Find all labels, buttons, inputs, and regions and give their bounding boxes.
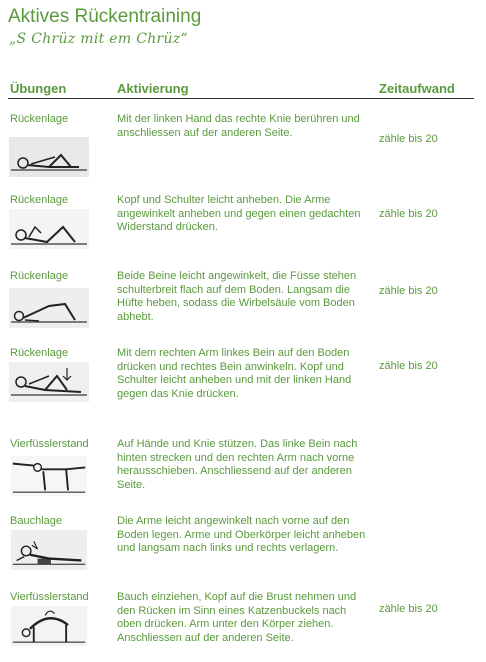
column-header-exercises: Übungen xyxy=(10,81,67,96)
exercise-description: Mit dem rechten Arm linkes Bein auf den Boden drücken und rechtes Bein anwinkeln. Kopf und Schulter leicht anheben und mit der linken Hand gegen das Knie drücken. xyxy=(117,347,352,400)
exercise-description: Mit der linken Hand das rechte Knie berühren und anschliessen auf der anderen Seite. xyxy=(117,113,360,139)
exercise-name: Rückenlage xyxy=(10,270,69,282)
exercise-duration: zähle bis 20 xyxy=(379,360,438,372)
header-divider xyxy=(8,98,474,99)
exercise-description: Beide Beine leicht angewinkelt, die Füsse stehen schulterbreit flach auf dem Boden. Langsam die Hüfte heben, sodass die Wirbelsäule vom Boden abhebt. xyxy=(117,270,357,323)
hip-raise-figure-icon xyxy=(9,288,89,328)
exercise-name: Rückenlage xyxy=(10,347,69,359)
exercise-description: Die Arme leicht angewinkelt nach vorne auf den Boden legen. Arme und Oberkörper leicht anheben und langsam nach links und rechts verlagern. xyxy=(117,515,366,554)
column-header-time: Zeitaufwand xyxy=(379,81,455,96)
exercise-duration: zähle bis 20 xyxy=(379,208,438,220)
exercise-description: Auf Hände und Knie stützen. Das linke Bein nach hinten strecken und den rechten Arm nach vorne herausschieben. Anschliessend auf der anderen Seite. xyxy=(117,438,358,491)
exercise-name: Vierfüsslerstand xyxy=(10,591,89,603)
cat-back-figure-icon xyxy=(9,606,89,646)
exercise-name: Rückenlage xyxy=(10,113,69,125)
supine-arm-leg-press-figure-icon xyxy=(9,362,89,402)
exercise-duration: zähle bis 20 xyxy=(379,133,438,145)
supine-knee-touch-figure-icon xyxy=(9,137,89,177)
page-title: Aktives Rückentraining xyxy=(8,6,202,27)
quadruped-extension-figure-icon xyxy=(9,456,89,496)
exercise-duration: zähle bis 20 xyxy=(379,603,438,615)
exercise-name: Vierfüsslerstand xyxy=(10,438,89,450)
prone-upper-body-lift-figure-icon xyxy=(9,530,89,570)
exercise-duration: zähle bis 20 xyxy=(379,285,438,297)
exercise-description: Kopf und Schulter leicht anheben. Die Arme angewinkelt anheben und gegen einen gedachten Widerstand drücken. xyxy=(117,194,361,233)
exercise-name: Bauchlage xyxy=(10,515,62,527)
exercise-name: Rückenlage xyxy=(10,194,69,206)
column-header-activation: Aktivierung xyxy=(117,81,189,96)
page-subtitle: „S Chrüz mit em Chrüz“ xyxy=(9,31,188,47)
supine-shoulder-raise-figure-icon xyxy=(9,209,89,249)
exercise-description: Bauch einziehen, Kopf auf die Brust nehmen und den Rücken im Sinn eines Katzenbuckels nach oben drücken. Arm unter den Körper ziehen. Anschliessen auf der anderen Seite. xyxy=(117,591,357,644)
